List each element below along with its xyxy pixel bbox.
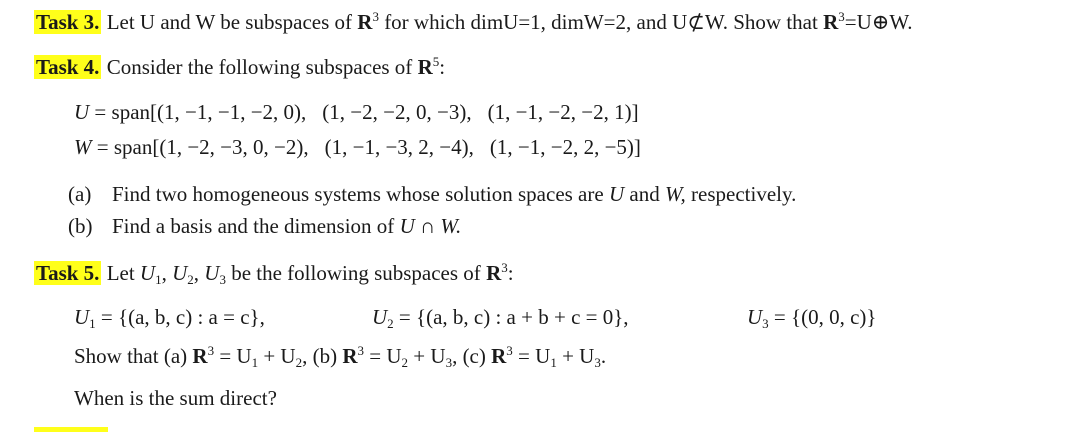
- task4-part-a: (a) Find two homogeneous systems whose solution spaces are U and W, respectively.: [68, 182, 797, 206]
- task5-question: When is the sum direct?: [74, 386, 277, 410]
- task5-show-statement: Show that (a) $R^3 = U_1 + U_2$, (b) $R^3 = U_2 + U_3$, (c) $R^3 = U_1 + U_3$.: [74, 343, 607, 370]
- task5-statement: Task 5. Let $U_1$, $U_2$, $U_3$ be the following subspaces of $R^3$:: [36, 260, 514, 287]
- u-span-definition: U = span[(1, −1, −1, −2, 0), (1, −2, −2, 0, −3), (1, −1, −2, −2, 1)]: [74, 100, 639, 124]
- next-task-highlight-fragment: [34, 427, 108, 432]
- task5-label: Task 5.: [36, 261, 100, 285]
- u1-definition: $U_1 = \{(a$, b, c) : a = c},: [74, 305, 265, 331]
- task4-label: Task 4.: [36, 55, 100, 79]
- task3-label: Task 3.: [36, 10, 100, 34]
- task4-part-b: (b) Find a basis and the dimension of U ∩ W.: [68, 214, 462, 238]
- task4-statement: Task 4. Consider the following subspaces of $R^5$:: [36, 54, 446, 79]
- u3-definition: $U_3 = \{(0$, 0, c)}: [747, 305, 877, 331]
- u2-definition: $U_2 = \{(a$, b, c) : a + b + c = 0},: [372, 305, 629, 331]
- task3-statement: Task 3. Let U and W be subspaces of $R^3$ for which dimU=1, dimW=2, and U⊄W. Show that $R^3=U\oplus W$.: [36, 9, 913, 34]
- w-span-definition: W = span[(1, −2, −3, 0, −2), (1, −1, −3, 2, −4), (1, −1, −2, 2, −5)]: [74, 135, 641, 159]
